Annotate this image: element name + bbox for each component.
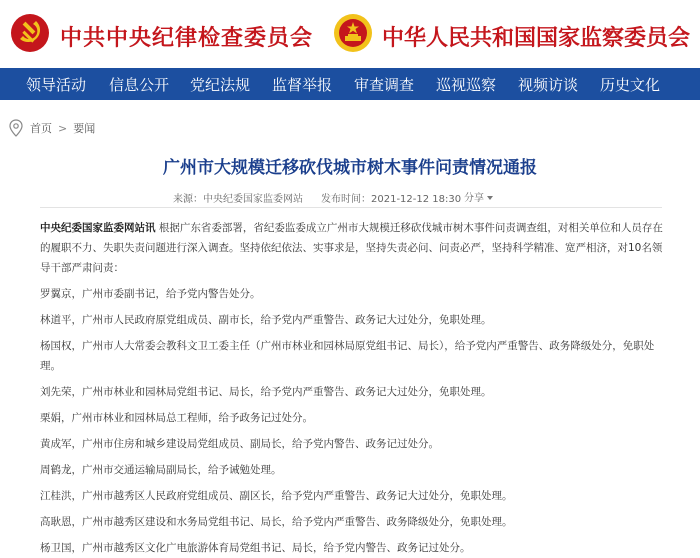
list-item: 高耿恩，广州市越秀区建设和水务局党组书记、局长，给予党内严重警告、政务降级处分，免职处理。 <box>40 516 513 528</box>
breadcrumb <box>8 118 95 138</box>
list-item: 刘先荣，广州市林业和园林局党组书记、局长，给予党内严重警告、政务记大过处分，免职处理。 <box>40 386 492 398</box>
article-time: 发布时间：2021-12-12 18:30 <box>321 194 462 205</box>
location-pin-icon <box>8 119 24 137</box>
share-button[interactable] <box>464 189 493 204</box>
list-item: 林道平，广州市人民政府原党组成员、副市长，给予党内严重警告、政务记大过处分，免职处理。 <box>40 314 492 326</box>
national-emblem-icon <box>333 13 373 53</box>
article-meta <box>173 190 461 205</box>
breadcrumb-current[interactable]: 要闻 <box>73 122 96 135</box>
nav-item-history[interactable]: 历史文化 <box>600 76 661 94</box>
article-body <box>40 218 668 558</box>
article-source: 来源：中央纪委国家监委网站 <box>173 194 303 205</box>
list-item: 杨卫国，广州市越秀区文化广电旅游体育局党组书记、局长，给予党内警告、政务记过处分。 <box>40 542 471 554</box>
lead-text: 根据广东省委部署，省纪委监委成立广州市大规模迁移砍伐城市树木事件问责调查组，对相关单位和人员存在的履职不力、失职失责问题进行深入调查。坚持依纪依法、实事求是，坚持失责必问、问责必严，坚持科学精准、宽严相济，对10名领导干部严肃问责： <box>40 222 663 274</box>
lead-paragraph <box>40 218 668 278</box>
divider <box>40 207 662 208</box>
site-header <box>0 0 700 68</box>
list-item: 江桂洪，广州市越秀区人民政府党组成员、副区长，给予党内严重警告、政务记大过处分，免职处理。 <box>40 490 513 502</box>
breadcrumb-home[interactable]: 首页 <box>30 122 52 135</box>
list-item: 杨国权，广州市人大常委会教科文卫工委主任（广州市林业和园林局原党组书记、局长），给予党内严重警告、政务降级处分，免职处理。 <box>40 340 655 372</box>
nav-item-video[interactable]: 视频访谈 <box>518 76 579 94</box>
ccdi-title[interactable]: 中共中央纪律检查委员会 <box>60 25 314 51</box>
nav-item-investigation[interactable]: 审查调查 <box>354 76 415 94</box>
breadcrumb-separator: > <box>58 121 68 135</box>
article-title: 广州市大规模迁移砍伐城市树木事件问责情况通报 <box>163 158 537 178</box>
nav-item-leadership[interactable]: 领导活动 <box>26 76 87 94</box>
nav-item-info-disclosure[interactable]: 信息公开 <box>109 76 170 94</box>
lead-source: 中央纪委国家监委网站讯 <box>40 222 156 234</box>
main-nav <box>0 68 700 100</box>
party-emblem-icon <box>10 13 50 53</box>
nav-item-inspection[interactable]: 巡视巡察 <box>436 76 497 94</box>
nsc-title[interactable]: 中华人民共和国国家监察委员会 <box>382 25 691 51</box>
nav-item-report[interactable]: 监督举报 <box>272 76 333 94</box>
share-label: 分享 <box>464 193 484 204</box>
list-item: 栗娟，广州市林业和园林局总工程师，给予政务记过处分。 <box>40 412 313 424</box>
list-item: 周鹤龙，广州市交通运输局副局长，给予诫勉处理。 <box>40 464 282 476</box>
nav-item-regulations[interactable]: 党纪法规 <box>190 76 251 94</box>
list-item: 罗翼京，广州市委副书记，给予党内警告处分。 <box>40 288 261 300</box>
chevron-down-icon <box>487 196 493 200</box>
list-item: 黄成军，广州市住房和城乡建设局党组成员、副局长，给予党内警告、政务记过处分。 <box>40 438 439 450</box>
